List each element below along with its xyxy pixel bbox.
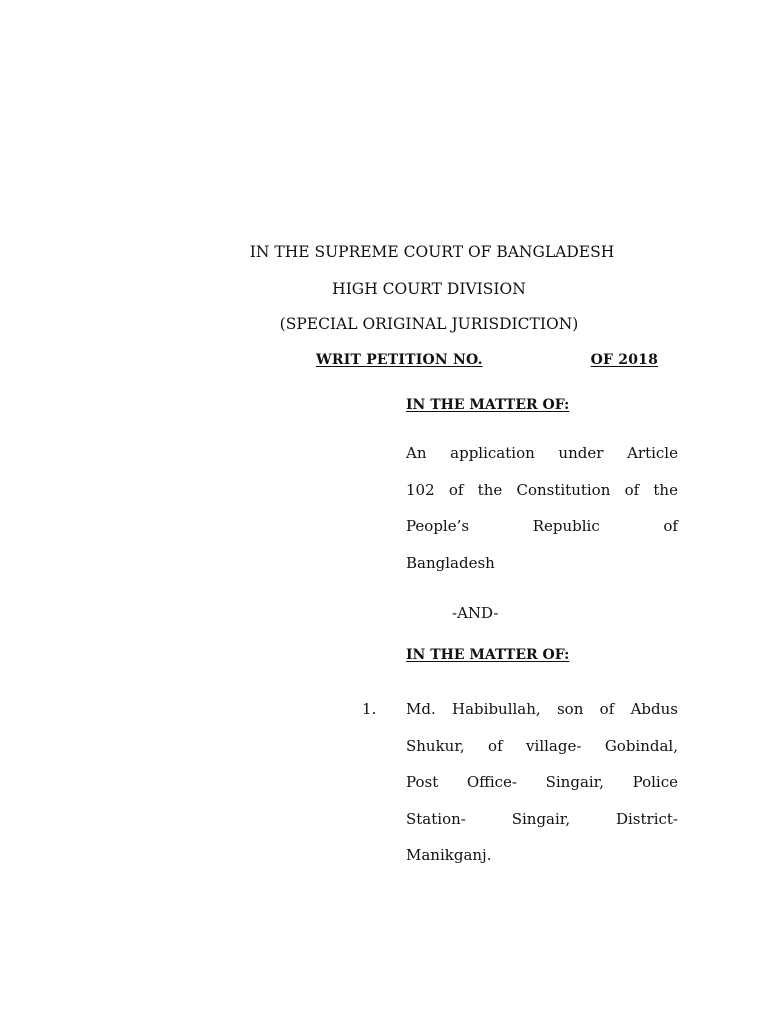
matter-heading-second: IN THE MATTER OF: [406,647,570,663]
application-word: of [448,480,464,499]
petitioner-word: Abdus [630,700,678,718]
petitioner-word: of [599,700,615,718]
petitioner-word: Habibullah, [452,700,541,718]
application-word: People’s [406,517,470,535]
petitioner-word: Singair, [545,773,604,791]
petitioner-word: of [488,736,503,755]
court-name-heading: IN THE SUPREME COURT OF BANGLADESH [249,243,615,261]
petitioner-word: Singair, [511,809,571,828]
and-separator: -AND- [452,604,499,622]
writ-petition-number [316,350,658,370]
petitioner-word: Office- [466,773,517,791]
application-word: under [558,444,604,462]
application-word: Bangladesh [406,553,495,572]
petitioner-line [406,772,678,792]
jurisdiction-heading: (SPECIAL ORIGINAL JURISDICTION) [279,315,579,333]
petitioner-word: Station- [406,809,466,828]
application-word: the [477,480,503,499]
application-word: of [624,480,640,499]
application-line [406,480,678,500]
petitioner-number: 1. [362,700,377,718]
application-word: the [653,480,678,499]
petitioner-line [406,736,678,756]
division-heading: HIGH COURT DIVISION [332,280,526,298]
application-word: of [663,517,678,535]
application-word: Republic [532,517,600,535]
petitioner-word: Gobindal, [604,736,678,755]
petitioner-line [406,845,678,865]
petitioner-word: Manikganj. [406,846,492,864]
petitioner-word: village- [526,736,582,755]
application-word: 102 [406,480,435,499]
application-word: application [450,444,535,462]
petitioner-word: District- [615,809,678,828]
application-paragraph [406,443,678,589]
writ-year: OF 2018 [590,352,659,368]
petitioner-line [406,809,678,829]
petitioner-paragraph [406,699,678,882]
application-line [406,443,678,463]
petitioner-word: son [556,700,584,718]
matter-heading-first: IN THE MATTER OF: [406,397,570,413]
application-word: Constitution [516,480,611,499]
application-word: An [406,444,427,462]
petitioner-word: Post [406,773,439,791]
writ-label: WRIT PETITION NO. [316,352,483,368]
petitioner-word: Police [632,773,678,791]
application-line [406,553,678,573]
petitioner-line [406,699,678,719]
petitioner-word: Md. [406,700,436,718]
application-line [406,516,678,536]
petitioner-word: Shukur, [406,736,465,755]
application-word: Article [627,444,678,462]
